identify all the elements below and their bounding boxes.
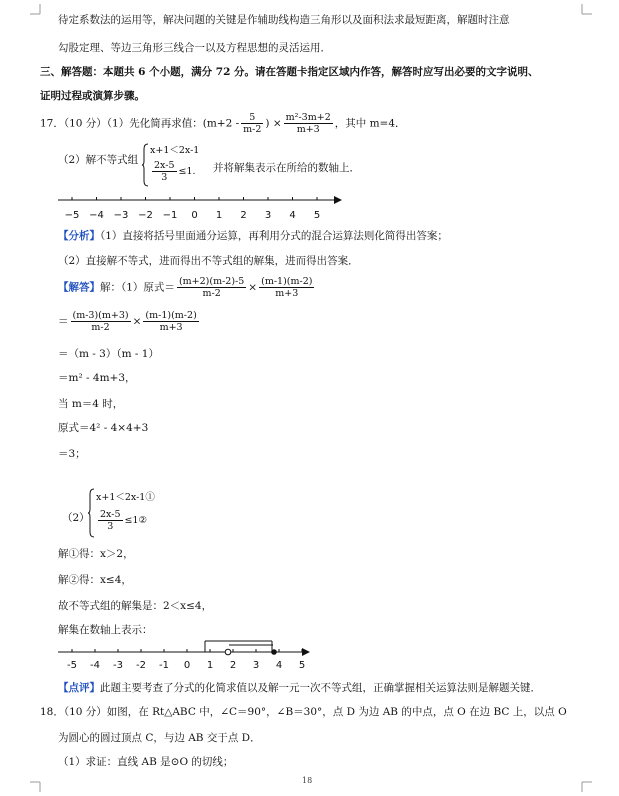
axis-tick-label: 5 (313, 210, 321, 221)
solution-8-ineq1: x+1＜2x-1① (96, 492, 155, 503)
analysis-2: （2）直接解不等式，进而得出不等式组的解集，进而得出答案． (58, 255, 359, 267)
axis-tick-label: 4 (275, 660, 283, 671)
solution-12: 解集在数轴上表示： (58, 624, 153, 636)
q18-line-2: 为圆心的圆过顶点 C，与边 AB 交于点 D． (58, 732, 261, 744)
text-line-2: 勾股定理、等边三角形三线合一以及方程思想的灵活运用． (58, 42, 331, 54)
axis-tick-label: 3 (264, 210, 272, 221)
axis-tick-label: −3 (113, 210, 129, 221)
number-line-1 (58, 192, 348, 222)
q18-line-3: （1）求证：直线 AB 是⊙O 的切线； (58, 756, 234, 768)
page-number: 18 (302, 776, 313, 785)
number-line-2 (58, 636, 318, 672)
axis-tick-label: -4 (90, 660, 100, 671)
axis-tick-label: 2 (240, 210, 247, 221)
q17-part1: 17．（10 分）（1）先化简再求值：(m+2 - $\frac{5}{m-2}$ ) × $\frac{\text{m²-3m+2}}{m+3}$ ，其中 m=4． (40, 112, 406, 135)
section-3-heading: 三、解答题：本题共 6 个小题，满分 72 分。请在答题卡指定区域内作答，解答时应写出必要的文字说明、 (40, 66, 539, 78)
comment: 【点评】此题主要考查了分式的化简求值以及解一元一次不等式组，正确掌握相关运算法则是解题关键． (58, 682, 541, 694)
axis-tick-label: 0 (183, 660, 191, 671)
axis-tick-label: 3 (252, 660, 260, 671)
q18-line-1: 18．（10 分）如图，在 Rt△ABC 中，∠C＝90°，∠B＝30°，点 D 为边 AB 的中点，点 O 在边 BC 上，以点 O (40, 706, 567, 718)
axis-tick-label: -1 (159, 660, 169, 671)
axis-tick-label: −5 (64, 210, 80, 221)
axis-tick-label: 0 (191, 210, 198, 221)
solution-8-prefix: （2） (62, 512, 90, 524)
axis-tick-label: 5 (298, 660, 306, 671)
axis-tick-label: 2 (229, 660, 237, 671)
axis-tick-label: -5 (67, 660, 77, 671)
section-3-heading-cont: 证明过程或演算步骤。 (40, 90, 145, 102)
solution-8-ineq2: $\frac{2x-5}{3}$ ≤1② (100, 509, 148, 532)
solution-6: 原式＝4² - 4×4+3 (58, 422, 149, 434)
axis-tick-label: 1 (206, 660, 214, 671)
axis-tick-label: -3 (113, 660, 123, 671)
q17-ineq-1: x+1＜2x-1 (150, 145, 200, 156)
axis-tick-label: −1 (162, 210, 178, 221)
brace-icon (87, 488, 95, 538)
analysis: 【分析】（1）直接将括号里面通分运算，再利用分式的混合运算法则化简得出答案； (58, 230, 448, 242)
solution-9: 解①得：x＞2， (58, 548, 134, 560)
axis-tick-label: −4 (89, 210, 104, 221)
axis-tick-label: 4 (289, 210, 296, 221)
solution-3: ＝（m - 3）（m - 1） (58, 348, 159, 360)
axis-tick-label: −2 (138, 210, 153, 221)
axis-tick-label: 1 (215, 210, 223, 221)
text-line-1: 待定系数法的运用等，解决问题的关键是作辅助线构造三角形以及面积法求最短距离，解题时注意 (58, 14, 510, 26)
brace-icon (141, 143, 149, 187)
solution-5: 当 m＝4 时， (58, 398, 124, 410)
solution-1: 【解答】解：（1）原式＝ $\frac{(m+2)(m-2)-5}{m-2}$ × $\frac{(m-1)(m-2)}{m+3}$ (58, 276, 313, 299)
solution-2: ＝ $\frac{(m-3)(m+3)}{m-2}$ × $\frac{(m-1)(m-2)}{m+3}$ (58, 310, 197, 333)
solution-4: ＝m² - 4m+3， (58, 372, 136, 384)
solution-7: ＝3； (58, 448, 86, 460)
solution-11: 故不等式组的解集是：2＜x≤4， (58, 600, 213, 612)
q17-part2-prefix: （2）解不等式组 (58, 154, 139, 166)
axis-tick-label: -2 (136, 660, 146, 671)
q17-ineq-2: $\frac{2x-5}{3}$ ≤1. (154, 160, 196, 183)
q17-part2-suffix: 并将解集表示在所给的数轴上． (213, 162, 360, 174)
solution-10: 解②得：x≤4， (58, 574, 132, 586)
